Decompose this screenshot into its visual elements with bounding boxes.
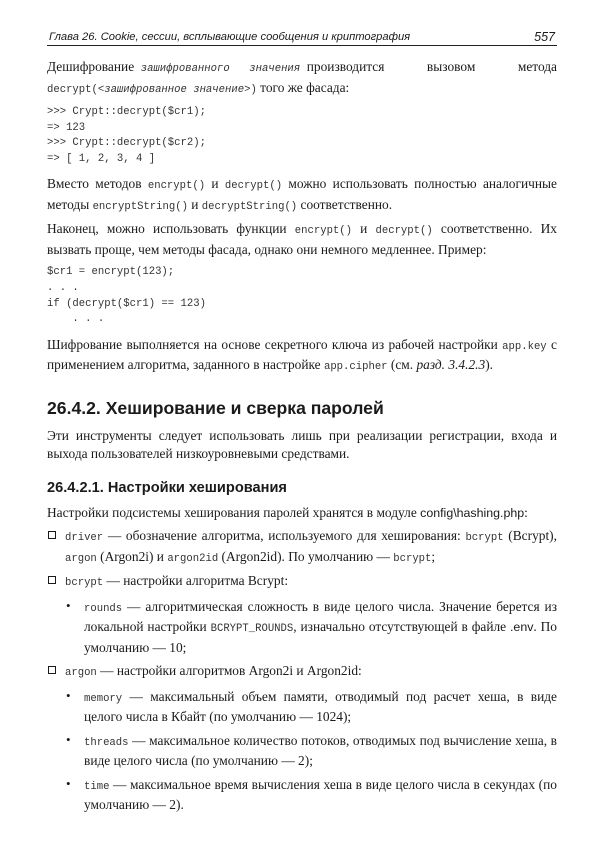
- inline-code: BCRYPT_ROUNDS: [210, 623, 294, 636]
- text: того же фасада:: [256, 79, 350, 95]
- sub-item-memory: [47, 688, 557, 727]
- inline-code: decrypt(): [375, 225, 433, 238]
- inline-code: bcrypt: [465, 532, 504, 545]
- text: — настройки алгоритма Bcrypt:: [103, 573, 289, 589]
- paragraph-methods: [47, 175, 557, 216]
- chapter-title: Глава 26. Cookie, сессии, всплывающие сообщения и криптография: [49, 31, 411, 43]
- file-name: .env: [509, 620, 534, 635]
- inline-code: зашифрованное значение: [104, 83, 245, 96]
- text: Вместо методов: [47, 176, 148, 192]
- text: и: [352, 221, 376, 237]
- inline-code: bcrypt: [393, 552, 432, 565]
- inline-code: decrypt(<: [47, 83, 105, 96]
- code-line: $cr1 = encrypt(123);: [47, 266, 175, 279]
- code-line: >>> Crypt::decrypt($cr2);: [47, 137, 206, 150]
- text: , изначально отсутствующей в файле: [293, 619, 510, 635]
- text: Дешифрование: [47, 59, 135, 74]
- text: . По умолчанию — 10;: [84, 619, 557, 655]
- inline-code: bcrypt: [65, 577, 104, 590]
- text: Настройки подсистемы хеширования паролей хранятся в модуле: [47, 504, 421, 520]
- text: Шифрование выполняется на основе секретного ключа из рабочей настройки: [47, 336, 503, 352]
- inline-code: driver: [65, 532, 104, 545]
- running-header: [47, 29, 557, 46]
- sub-item-rounds: [47, 598, 557, 658]
- code-line: . . .: [47, 281, 79, 294]
- code-line: . . .: [47, 313, 105, 326]
- sub-item-time: [47, 776, 557, 815]
- code-line: if (decrypt($cr1) == 123): [47, 297, 206, 310]
- text: — максимальное количество потоков, отводимых под вычисление хеша, в виде целого числа (по умолчанию — 2);: [84, 732, 557, 769]
- list-item-driver: [47, 527, 557, 568]
- code-line: => 123: [47, 121, 86, 134]
- subsection-heading: 26.4.2.1. Настройки хеширования: [47, 479, 287, 496]
- text: можно использовать полностью аналогичные методы: [47, 176, 557, 212]
- inline-code: argon2id: [167, 552, 219, 565]
- text: (Bcrypt),: [503, 528, 557, 544]
- code-line: >>> Crypt::decrypt($cr1);: [47, 106, 206, 118]
- text: Наконец, можно использовать функции: [47, 221, 295, 237]
- inline-code: encrypt(): [294, 225, 352, 238]
- inline-code: argon: [65, 552, 97, 565]
- text: — алгоритмическая сложность в виде целого числа. Значение берется из локальной настройки: [84, 598, 557, 635]
- bullet-icon: •: [66, 597, 71, 613]
- page-content: [47, 58, 557, 815]
- text: ).: [485, 357, 494, 373]
- inline-code: decrypt(): [224, 180, 283, 193]
- text: ;: [431, 548, 436, 564]
- paragraph-functions: [47, 220, 557, 259]
- text: соответственно. Их вызвать проще, чем методы фасада, однако они немного медленнее. Пример:: [47, 221, 557, 257]
- text: с применением алгоритма, заданного в настройке: [47, 336, 557, 373]
- code-line: => [ 1, 2, 3, 4 ]: [47, 152, 156, 165]
- list-item-argon: [47, 662, 557, 683]
- inline-code: time: [84, 780, 110, 793]
- text: (см.: [387, 357, 417, 373]
- bullet-icon: •: [66, 731, 71, 747]
- paragraph-config: [47, 504, 557, 523]
- paragraph-decrypt: [47, 58, 557, 79]
- checkbox-bullet-icon: [48, 531, 56, 539]
- inline-code: encryptString(): [92, 200, 188, 213]
- text: — настройки алгоритмов Argon2i и Argon2id:: [96, 663, 362, 679]
- inline-code: decryptString(): [201, 200, 298, 213]
- text: производится вызовом метода: [306, 59, 558, 74]
- text: и: [187, 196, 202, 212]
- text: (Argon2i) и: [96, 548, 168, 564]
- list-item-bcrypt: [47, 572, 557, 593]
- text: — максимальный объем памяти, отводимый под расчет хеша, в виде целого числа в Кбайт (по умолчанию — 1024);: [84, 688, 557, 725]
- bullet-icon: •: [66, 775, 71, 791]
- sub-item-threads: [47, 732, 557, 771]
- text: — максимальное время вычисления хеша в виде целого числа в секундах (по умолчанию — 2).: [84, 776, 557, 813]
- text: соответственно.: [297, 196, 393, 212]
- section-reference: разд. 3.4.2.3: [416, 357, 486, 373]
- section-heading: 26.4.2. Хеширование и сверка паролей: [47, 397, 384, 418]
- page-number: 557: [534, 30, 555, 44]
- text: :: [524, 504, 528, 520]
- paragraph-decrypt-cont: [47, 79, 557, 100]
- file-path: config\hashing.php: [420, 505, 525, 520]
- checkbox-bullet-icon: [48, 666, 56, 674]
- inline-code: >): [244, 83, 257, 96]
- code-block-2: [47, 265, 557, 327]
- inline-code: rounds: [84, 602, 123, 615]
- inline-code: encrypt(): [147, 180, 206, 193]
- text: — обозначение алгоритма, используемого для хеширования:: [103, 528, 466, 544]
- inline-code: app.key: [502, 340, 547, 353]
- inline-code: argon: [65, 667, 97, 680]
- inline-code: memory: [84, 692, 123, 705]
- inline-code: зашифрованного значения: [140, 63, 301, 75]
- text: (Argon2id). По умолчанию —: [218, 548, 394, 564]
- inline-code: threads: [84, 736, 129, 749]
- paragraph-key: [47, 336, 557, 377]
- text: и: [205, 176, 225, 192]
- bullet-icon: •: [66, 687, 71, 703]
- checkbox-bullet-icon: [48, 576, 56, 584]
- paragraph-intro: Эти инструменты следует использовать лишь при реализации регистрации, входа и выхода пользователей низкоуровневыми средствами.: [47, 427, 557, 462]
- inline-code: app.cipher: [323, 361, 388, 374]
- code-block-1: [47, 105, 557, 167]
